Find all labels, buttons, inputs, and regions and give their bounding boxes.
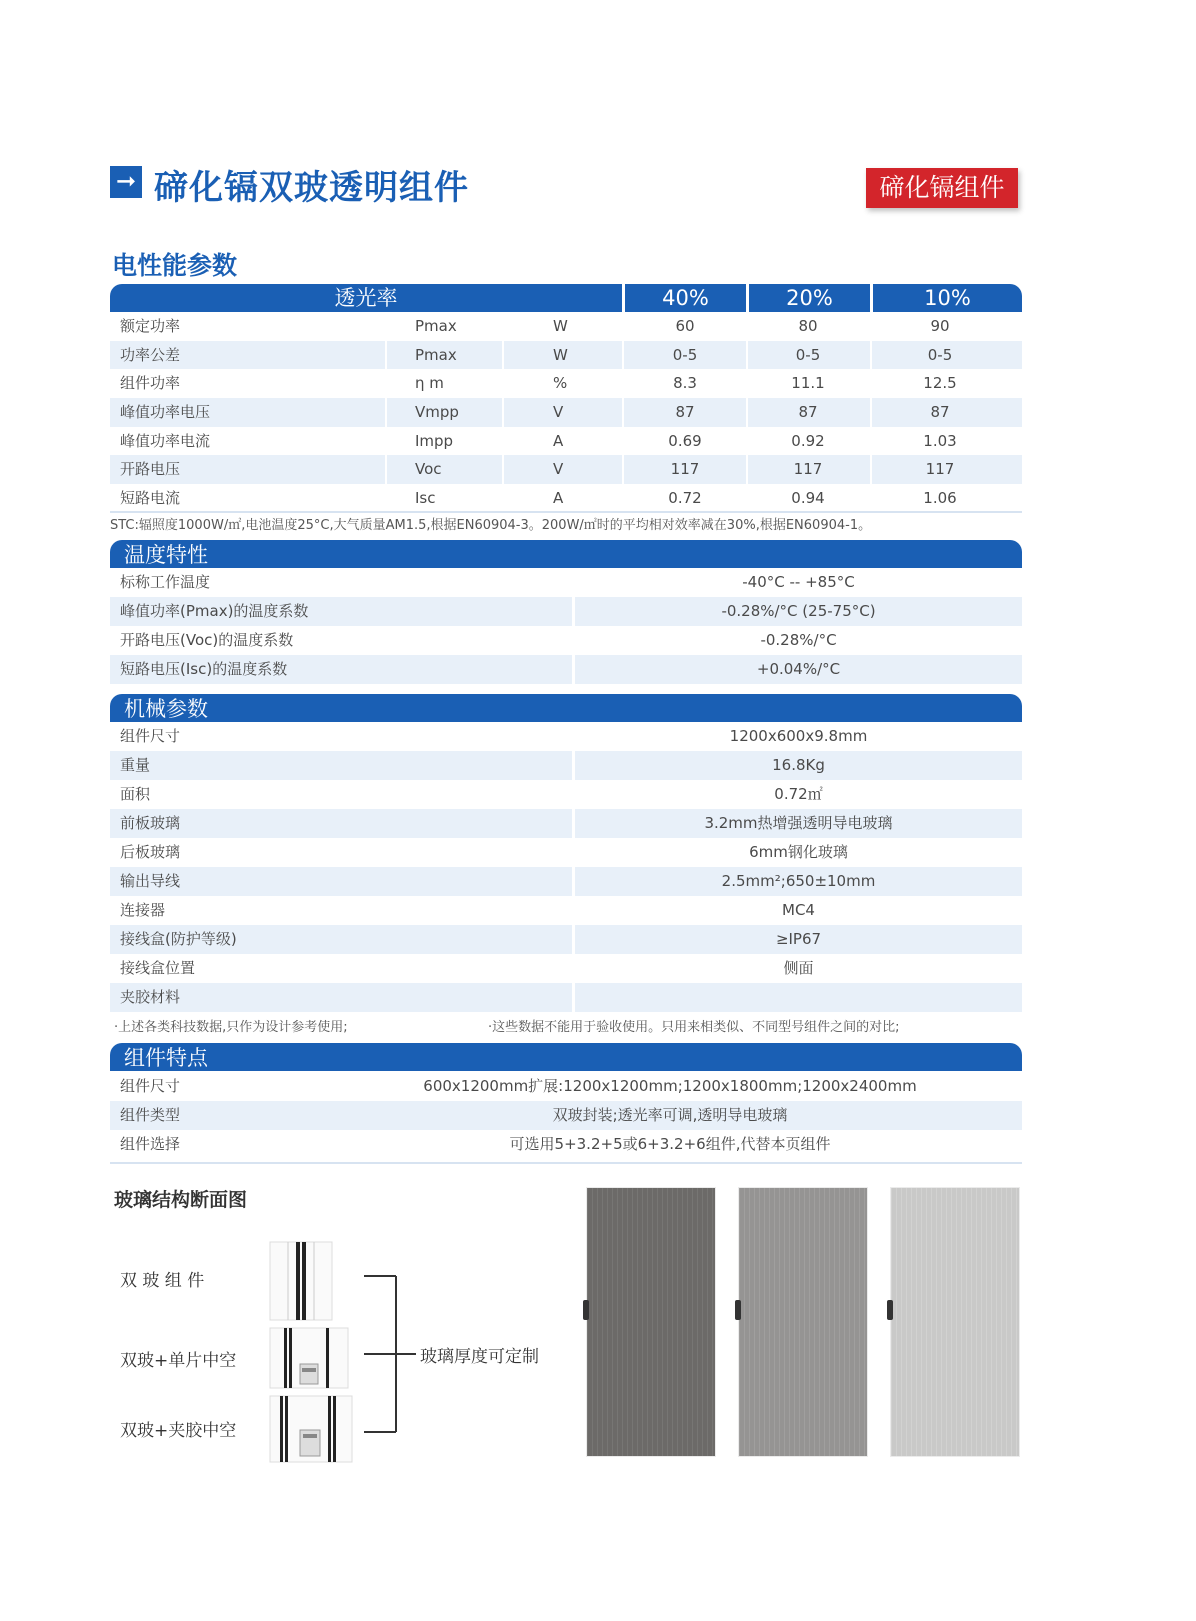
- temperature-header: [110, 540, 1022, 568]
- header-col-10: 10%: [873, 284, 1022, 312]
- row-value: ≥IP67: [775, 930, 822, 948]
- column-divider: [746, 312, 748, 513]
- row-key: 面积: [120, 785, 151, 803]
- row-value-10: 12.5: [923, 374, 957, 393]
- row-name: 峰值功率电压: [120, 403, 211, 422]
- row-key: 短路电压(Isc)的温度系数: [120, 660, 288, 678]
- row-key: 开路电压(Voc)的温度系数: [120, 631, 294, 649]
- row-value-10: 117: [925, 460, 955, 479]
- row-name: 组件功率: [120, 374, 181, 393]
- row-symbol: Pmax: [415, 345, 457, 364]
- row-key: 峰值功率(Pmax)的温度系数: [120, 602, 309, 620]
- page-title: 碲化镉双玻透明组件: [154, 168, 469, 208]
- panel-clip-icon: [583, 1300, 589, 1320]
- row-symbol: Isc: [415, 489, 436, 508]
- mechanical-title: 机械参数: [124, 697, 208, 721]
- table-row: [110, 925, 1022, 954]
- table-row: [110, 312, 1022, 341]
- electrical-table-body: [110, 312, 1022, 513]
- column-divider: [385, 312, 387, 513]
- mechanical-note-right: ·这些数据不能用于验收使用。只用来相类似、不同型号组件之间的对比;: [488, 1020, 900, 1035]
- table-row: [110, 1130, 1022, 1159]
- row-value-20: 117: [793, 460, 823, 479]
- row-value: 3.2mm热增强透明导电玻璃: [704, 814, 893, 832]
- label-double-glass: 双 玻 组 件: [120, 1271, 205, 1291]
- table-row: [110, 722, 1022, 751]
- table-row: [110, 983, 1022, 1012]
- row-unit: W: [553, 345, 568, 364]
- arrow-icon: ➞: [110, 166, 142, 198]
- row-value: 侧面: [783, 959, 814, 977]
- table-row: [110, 597, 1022, 626]
- row-unit: A: [553, 489, 564, 508]
- row-value: 6mm钢化玻璃: [749, 843, 848, 861]
- row-key: 组件尺寸: [120, 727, 181, 745]
- row-symbol: Impp: [415, 431, 454, 450]
- row-key: 输出导线: [120, 872, 181, 890]
- table-row: [110, 398, 1022, 427]
- row-value-10: 87: [930, 403, 950, 422]
- header-col-40: 40%: [625, 284, 746, 312]
- row-value-20: 87: [798, 403, 818, 422]
- divider: [110, 1162, 1022, 1164]
- row-value-40: 0-5: [672, 345, 698, 364]
- row-unit: %: [553, 374, 568, 393]
- category-badge: 碲化镉组件: [866, 168, 1018, 208]
- row-value-40: 0.69: [668, 431, 702, 450]
- table-row: [110, 341, 1022, 370]
- row-value: 1200x600x9.8mm: [729, 727, 868, 745]
- column-divider: [622, 312, 624, 513]
- double-glass-section-icon: [270, 1242, 332, 1320]
- panel-image-light: [891, 1188, 1019, 1456]
- table-row: [110, 455, 1022, 484]
- row-value-40: 0.72: [668, 489, 702, 508]
- table-row: [110, 369, 1022, 398]
- row-unit: A: [553, 431, 564, 450]
- row-value: 0.72㎡: [774, 785, 823, 803]
- single-hollow-section-icon: [270, 1328, 348, 1388]
- row-name: 开路电压: [120, 460, 181, 479]
- row-key: 组件尺寸: [120, 1077, 181, 1095]
- row-name: 短路电流: [120, 489, 181, 508]
- row-unit: V: [553, 460, 564, 479]
- features-header: [110, 1043, 1022, 1071]
- table-row: [110, 655, 1022, 684]
- row-value-20: 0.92: [791, 431, 825, 450]
- features-title: 组件特点: [124, 1046, 208, 1070]
- table-row: [110, 1101, 1022, 1130]
- table-row: [110, 954, 1022, 983]
- row-value: 可选用5+3.2+5或6+3.2+6组件,代替本页组件: [509, 1135, 831, 1153]
- panel-clip-icon: [735, 1300, 741, 1320]
- row-value-40: 8.3: [673, 374, 697, 393]
- row-key: 组件类型: [120, 1106, 181, 1124]
- header-transmittance: 透光率: [110, 284, 622, 312]
- row-unit: W: [553, 317, 568, 335]
- row-key: 后板玻璃: [120, 843, 181, 861]
- panel-image-medium: [739, 1188, 867, 1456]
- row-value-40: 60: [675, 317, 695, 335]
- table-row: [110, 809, 1022, 838]
- table-row: [110, 896, 1022, 925]
- row-value-20: 0.94: [791, 489, 825, 508]
- laminated-hollow-section-icon: [270, 1396, 352, 1462]
- section-subtitle: 电性能参数: [112, 251, 238, 280]
- table-row: [110, 780, 1022, 809]
- table-row: [110, 484, 1022, 513]
- row-value-10: 90: [930, 317, 950, 335]
- row-value: 双玻封装;透光率可调,透明导电玻璃: [552, 1106, 788, 1124]
- row-key: 连接器: [120, 901, 166, 919]
- column-divider: [870, 312, 872, 513]
- stc-note: STC:辐照度1000W/㎡,电池温度25°C,大气质量AM1.5,根据EN60904-3。200W/㎡时的平均相对效率减在30%,根据EN60904-1。: [110, 518, 872, 533]
- electrical-table-header: [110, 284, 1022, 312]
- row-key: 接线盒(防护等级): [120, 930, 237, 948]
- table-row: [110, 626, 1022, 655]
- header-col-20: 20%: [749, 284, 870, 312]
- row-value: MC4: [782, 901, 815, 919]
- column-divider: [572, 568, 575, 684]
- bracket-icon: [364, 1276, 416, 1432]
- features-table: [110, 1072, 1022, 1159]
- table-row: [110, 568, 1022, 597]
- row-value: -0.28%/°C (25-75°C): [721, 602, 876, 620]
- row-value: 16.8Kg: [772, 756, 825, 774]
- row-name: 峰值功率电流: [120, 431, 211, 450]
- row-value-10: 1.06: [923, 489, 957, 508]
- row-unit: V: [553, 403, 564, 422]
- row-key: 夹胶材料: [120, 988, 181, 1006]
- table-row: [110, 1072, 1022, 1101]
- table-row: [110, 838, 1022, 867]
- row-value-40: 117: [670, 460, 700, 479]
- row-symbol: η m: [415, 374, 444, 393]
- label-single-hollow: 双玻+单片中空: [120, 1351, 237, 1371]
- mechanical-note-left: ·上述各类科技数据,只作为设计参考使用;: [114, 1020, 348, 1035]
- row-value-20: 0-5: [795, 345, 821, 364]
- row-value: +0.04%/°C: [756, 660, 841, 678]
- label-laminated-hollow: 双玻+夹胶中空: [120, 1421, 237, 1441]
- table-row: [110, 751, 1022, 780]
- temperature-table: [110, 568, 1022, 684]
- row-key: 标称工作温度: [120, 573, 211, 591]
- row-symbol: Vmpp: [415, 403, 459, 422]
- row-symbol: Pmax: [415, 317, 457, 335]
- column-divider: [502, 312, 504, 513]
- panel-image-dark: [587, 1188, 715, 1456]
- row-value-40: 87: [675, 403, 695, 422]
- row-value: 2.5mm²;650±10mm: [721, 872, 876, 890]
- row-key: 组件选择: [120, 1135, 181, 1153]
- panel-clip-icon: [887, 1300, 893, 1320]
- divider: [110, 511, 1022, 513]
- row-key: 前板玻璃: [120, 814, 181, 832]
- column-divider: [572, 722, 575, 1012]
- row-key: 接线盒位置: [120, 959, 196, 977]
- row-value: -0.28%/°C: [760, 631, 837, 649]
- row-key: 重量: [120, 756, 151, 774]
- table-row: [110, 427, 1022, 456]
- row-value: -40°C -- +85°C: [742, 573, 855, 591]
- row-value-20: 11.1: [791, 374, 825, 393]
- row-value-10: 1.03: [923, 431, 957, 450]
- mechanical-header: [110, 694, 1022, 722]
- table-row: [110, 867, 1022, 896]
- row-value-10: 0-5: [927, 345, 953, 364]
- mechanical-table: [110, 722, 1022, 1012]
- row-value: 600x1200mm扩展:1200x1200mm;1200x1800mm;1200x2400mm: [423, 1077, 917, 1095]
- row-name: 额定功率: [120, 317, 181, 335]
- temperature-title: 温度特性: [124, 543, 208, 567]
- row-value-20: 80: [798, 317, 818, 335]
- cross-section-title: 玻璃结构断面图: [114, 1189, 248, 1211]
- thickness-note: 玻璃厚度可定制: [420, 1347, 539, 1367]
- row-name: 功率公差: [120, 345, 181, 364]
- electrical-table: [110, 284, 1022, 513]
- row-symbol: Voc: [415, 460, 442, 479]
